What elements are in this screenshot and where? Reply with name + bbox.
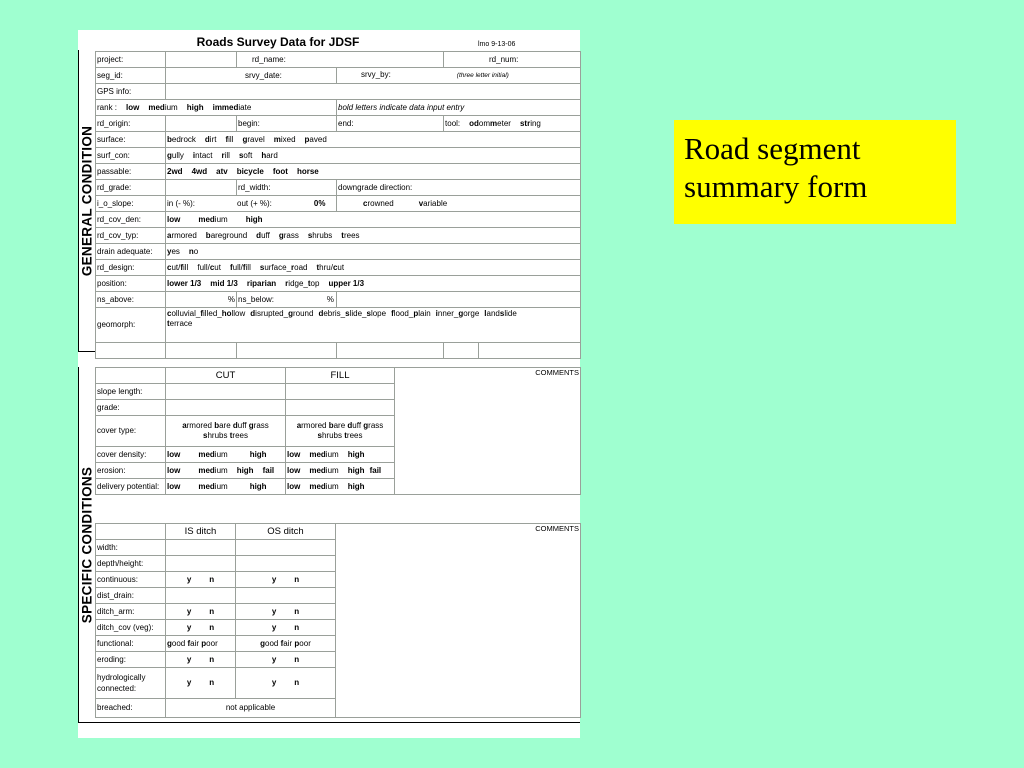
rd-origin-label: rd_origin: — [96, 116, 166, 132]
row-passable — [96, 164, 581, 180]
row-io-slope — [96, 196, 581, 212]
row-drain-adequate — [96, 244, 581, 260]
general-condition-label: GENERAL CONDITION — [79, 125, 95, 277]
rd-design-label: rd_design: — [96, 260, 166, 276]
form-date: lmo 9-13-06 — [478, 41, 516, 48]
gps-label: GPS info: — [96, 84, 166, 100]
io-slope-label: i_o_slope: — [96, 196, 166, 212]
position-options: lower 1/3 mid 1/3 riparian ridge_top upper 1/3 — [166, 276, 581, 292]
ns-above-label: ns_above: — [96, 292, 166, 308]
row-rd-cov-den — [96, 212, 581, 228]
delivery-potential-label: delivery potential: — [96, 479, 166, 495]
rank-field: rank : low medium high immediate — [96, 100, 337, 116]
row-position — [96, 276, 581, 292]
continuous-label: continuous: — [96, 572, 166, 588]
surf-con-label: surf_con: — [96, 148, 166, 164]
surface-options: bedrock dirt fill gravel mixed paved — [166, 132, 581, 148]
drain-options: yes no — [166, 244, 581, 260]
cutfill-comments: COMMENTS — [395, 368, 581, 495]
breached-not-applicable: not applicable — [166, 699, 336, 718]
os-ditch-header: OS ditch — [236, 524, 336, 540]
surf-con-options: gully intact rill soft hard — [166, 148, 581, 164]
rd-name-label: rd_name: — [252, 54, 286, 64]
erosion-label: erosion: — [96, 463, 166, 479]
begin-label: begin: — [237, 116, 337, 132]
eroding-label: eroding: — [96, 652, 166, 668]
cut-cover-density: low medium high — [166, 447, 286, 463]
cov-typ-options: armored bareground duff grass shrubs trees — [166, 228, 581, 244]
specific-block-bottom — [78, 722, 580, 723]
hydrologically-connected-label: hydrologically connected: — [96, 668, 166, 699]
cov-den-options: low medium high — [166, 212, 581, 228]
row-rd-grade — [96, 180, 581, 196]
three-letter-note: (three letter initial) — [456, 72, 509, 79]
cut-delivery: low medium high — [166, 479, 286, 495]
ditch-cov-label: ditch_cov (veg): — [96, 620, 166, 636]
row-gps — [96, 84, 581, 100]
row-rd-origin — [96, 116, 581, 132]
fill-cover-density: low medium high — [286, 447, 395, 463]
rd-cov-typ-label: rd_cov_typ: — [96, 228, 166, 244]
rd-num-label: rd_num: — [489, 54, 519, 64]
summary-note — [674, 120, 956, 224]
end-label: end: — [337, 116, 444, 132]
note-line-2: summary form — [684, 169, 868, 204]
cover-density-label: cover density: — [96, 447, 166, 463]
specific-conditions-label: SPECIFIC CONDITIONS — [79, 466, 95, 624]
drain-adequate-label: drain adequate: — [96, 244, 166, 260]
ditch-arm-label: ditch_arm: — [96, 604, 166, 620]
row-rd-cov-typ — [96, 228, 581, 244]
row-project — [96, 52, 581, 68]
srvy-date-label: srvy_date: — [245, 70, 282, 80]
row-ns: ns_above: % ns_below: % — [96, 292, 581, 308]
rd-cov-den-label: rd_cov_den: — [96, 212, 166, 228]
cut-fill-table — [95, 367, 581, 495]
passable-label: passable: — [96, 164, 166, 180]
tool-field: tool: odommeter string — [444, 116, 581, 132]
width-label: width: — [96, 540, 166, 556]
passable-options: 2wd 4wd atv bicycle foot horse — [166, 164, 581, 180]
position-label: position: — [96, 276, 166, 292]
functional-label: functional: — [96, 636, 166, 652]
rd-grade-label: rd_grade: — [96, 180, 166, 196]
srvy-by-label: srvy_by: — [361, 70, 391, 79]
depth-label: depth/height: — [96, 556, 166, 572]
bold-letters-note: bold letters indicate data input entry — [337, 100, 581, 116]
dist-drain-label: dist_drain: — [96, 588, 166, 604]
slope-in-out: in (- %): out (+ %): 0% — [166, 196, 337, 212]
note-line-1: Road segment — [684, 131, 861, 166]
fill-delivery: low medium high — [286, 479, 395, 495]
row-surface — [96, 132, 581, 148]
row-rank — [96, 100, 581, 116]
row-geomorph — [96, 308, 581, 343]
design-options: cut/fill full/cut full/fill surface_road thru/cut — [166, 260, 581, 276]
seg-id-label: seg_id: — [96, 68, 166, 84]
ditch-table: IS ditch OS ditch COMMENTS width: depth/height: continuous: y n y n dist_drain: ditch_arm: y n y n ditch_cov (veg): y n y n functional: good fair poor good fair poor eroding: y n y n hydrologically connected: y n y n breached: not applicable — [95, 523, 581, 718]
row-rd-design — [96, 260, 581, 276]
row-surf-con — [96, 148, 581, 164]
fill-erosion: low medium high fail — [286, 463, 395, 479]
breached-label: breached: — [96, 699, 166, 718]
general-block-bottom — [78, 351, 96, 352]
downgrade-label: downgrade direction: — [337, 180, 581, 196]
cut-header: CUT — [166, 368, 286, 384]
cut-cover-type: armored bare duff grass shrubs trees — [166, 416, 286, 447]
geomorph-options: colluvial_filled_hollow disrupted_ground debris_slide_slope flood_plain inner_gorge landslide terrace — [166, 308, 581, 343]
ns-below-label: ns_below: — [238, 294, 275, 304]
is-ditch-header: IS ditch — [166, 524, 236, 540]
grade-label: grade: — [96, 400, 166, 416]
fill-header: FILL — [286, 368, 395, 384]
form-title: Roads Survey Data for JDSF — [196, 35, 360, 49]
cut-erosion: low medium high fail — [166, 463, 286, 479]
geomorph-label: geomorph: — [96, 308, 166, 343]
slope-length-label: slope length: — [96, 384, 166, 400]
project-label: project: — [96, 52, 166, 68]
crown-options: crowned variable — [337, 196, 581, 212]
rd-width-label: rd_width: — [237, 180, 337, 196]
ditch-comments: COMMENTS — [336, 524, 581, 718]
fill-cover-type: armored bare duff grass shrubs trees — [286, 416, 395, 447]
row-seg-id — [96, 68, 581, 84]
surface-label: surface: — [96, 132, 166, 148]
general-condition-table — [95, 51, 581, 359]
cover-type-label: cover type: — [96, 416, 166, 447]
